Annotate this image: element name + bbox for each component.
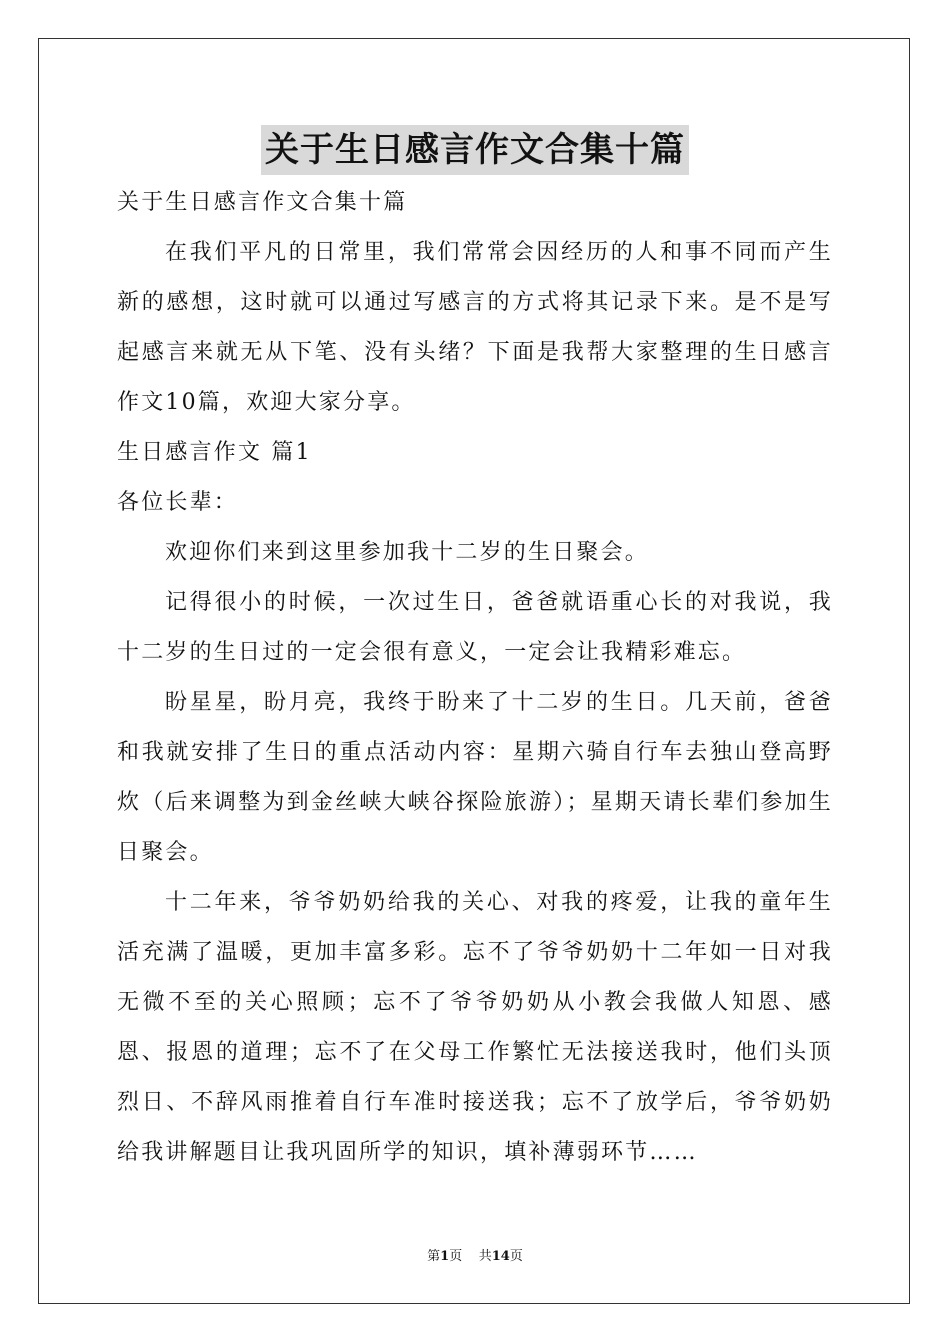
body-paragraph: 十二年来，爷爷奶奶给我的关心、对我的疼爱，让我的童年生活充满了温暖，更加丰富多彩。忘不了爷爷奶奶十二年如一日对我无微不至的关心照顾；忘不了爷爷奶奶从小教会我做人知恩、感恩、报恩的道理；忘不了在父母工作繁忙无法接送我时，他们头顶烈日、不辞风雨推着自行车准时接送我；忘不了放学后，爷爷奶奶给我讲解题目让我巩固所学的知识，填补薄弱环节…… [117,890,833,1165]
salutation: 各位长辈： [117,490,239,515]
intro-paragraph: 在我们平凡的日常里，我们常常会因经历的人和事不同而产生新的感想，这时就可以通过写感言的方式将其记录下来。是不是写起感言来就无从下笔、没有头绪？下面是我帮大家整理的生日感言作文10篇，欢迎大家分享。 [117,240,833,415]
page-prefix: 第 [427,1249,441,1264]
section-heading: 生日感言作文 篇1 [117,440,312,465]
document-title: 关于生日感言作文合集十篇 [261,125,689,175]
title-container [0,125,950,175]
total-prefix: 共 [478,1249,492,1264]
page-number: 1 [440,1249,450,1264]
body-paragraph: 盼星星，盼月亮，我终于盼来了十二岁的生日。几天前，爸爸和我就安排了生日的重点活动内容：星期六骑自行车去独山登高野炊（后来调整为到金丝峡大峡谷探险旅游）；星期天请长辈们参加生日聚会。 [117,690,833,865]
body-paragraph: 记得很小的时候，一次过生日，爸爸就语重心长的对我说，我十二岁的生日过的一定会很有意义，一定会让我精彩难忘。 [117,590,833,665]
total-pages: 14 [491,1249,510,1264]
document-body [117,178,833,1178]
page-suffix: 页 [449,1249,463,1264]
subtitle-line: 关于生日感言作文合集十篇 [117,190,408,215]
total-suffix: 页 [509,1249,523,1264]
page-footer [0,1248,950,1266]
body-paragraph: 欢迎你们来到这里参加我十二岁的生日聚会。 [165,540,650,565]
